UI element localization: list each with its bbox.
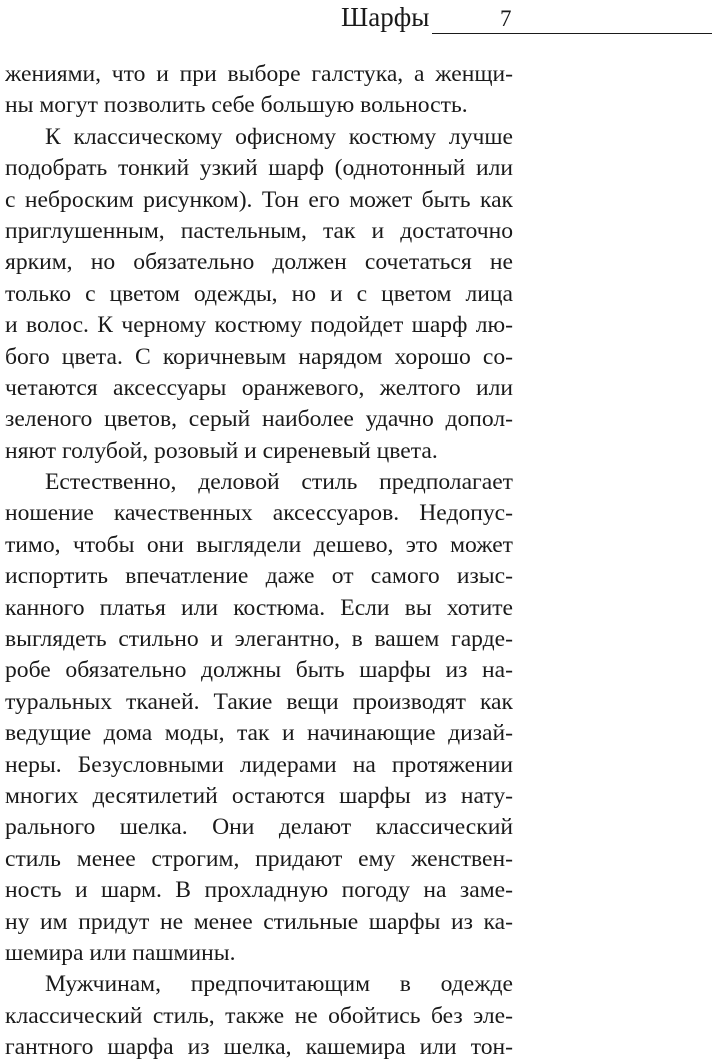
text-line: подобрать тонкий узкий шарф (однотонный или [5,155,513,182]
text-line: ну им придут не менее стильные шарфы из ка- [5,908,513,935]
text-line: стиль менее строгим, придают ему женствен- [5,845,513,872]
text-line: ны могут позволить себе большую вольность. [5,92,468,119]
text-line: неры. Безусловными лидерами на протяжении [5,751,513,778]
paragraph [5,969,513,1063]
page-number: 7 [500,6,512,31]
text-line: шемира или пашмины. [5,939,236,966]
running-header [0,0,712,40]
text-line: канного платья или костюма. Если вы хотите [5,594,513,621]
body-text [5,59,513,1064]
header-rule [432,33,712,34]
text-line: Естественно, деловой стиль предполагает [45,469,513,496]
text-line: с неброским рисунком). Тон его может быть как [5,186,513,213]
text-line: жениями, что и при выборе галстука, а женщи- [5,61,513,87]
text-line: няют голубой, розовый и сиреневый цвета. [5,437,438,464]
text-line: рального шелка. Они делают классический [5,814,513,841]
text-line: туральных тканей. Такие вещи производят как [5,688,513,715]
text-line: выглядеть стильно и элегантно, в вашем гарде- [5,626,513,653]
paragraph [5,122,513,467]
text-line: и волос. К черному костюму подойдет шарф лю- [5,312,513,339]
text-line: приглушенным, пастельным, так и достаточно [5,217,513,244]
text-line: ношение качественных аксессуаров. Недопус- [5,500,513,527]
text-line: гантного шарфа из шелка, кашемира или тон- [5,1034,513,1061]
text-line: четаются аксессуары оранжевого, желтого или [5,374,513,401]
text-line: классический стиль, также не обойтись без эле- [5,1002,513,1029]
paragraph [5,59,513,122]
text-line: Мужчинам, предпочитающим в одежде [45,971,513,998]
text-line: К классическому офисному костюму лучше [45,123,513,150]
paragraph [5,467,513,969]
text-line: зеленого цветов, серый наиболее удачно допол- [5,406,513,433]
text-line: бого цвета. С коричневым нарядом хорошо со- [5,343,513,370]
text-line: испортить впечатление даже от самого изыс- [5,563,513,590]
text-line: ярким, но обязательно должен сочетаться не [5,249,513,276]
text-line: ведущие дома моды, так и начинающие дизай- [5,720,513,747]
text-line: тимо, чтобы они выглядели дешево, это может [5,531,513,558]
text-line: ность и шарм. В прохладную погоду на заме- [5,877,513,904]
running-title: Шарфы [341,2,430,32]
text-line: робе обязательно должны быть шарфы из на- [5,657,513,684]
text-line: только с цветом одежды, но и с цветом лица [5,280,513,307]
text-line: многих десятилетий остаются шарфы из нату- [5,782,513,809]
